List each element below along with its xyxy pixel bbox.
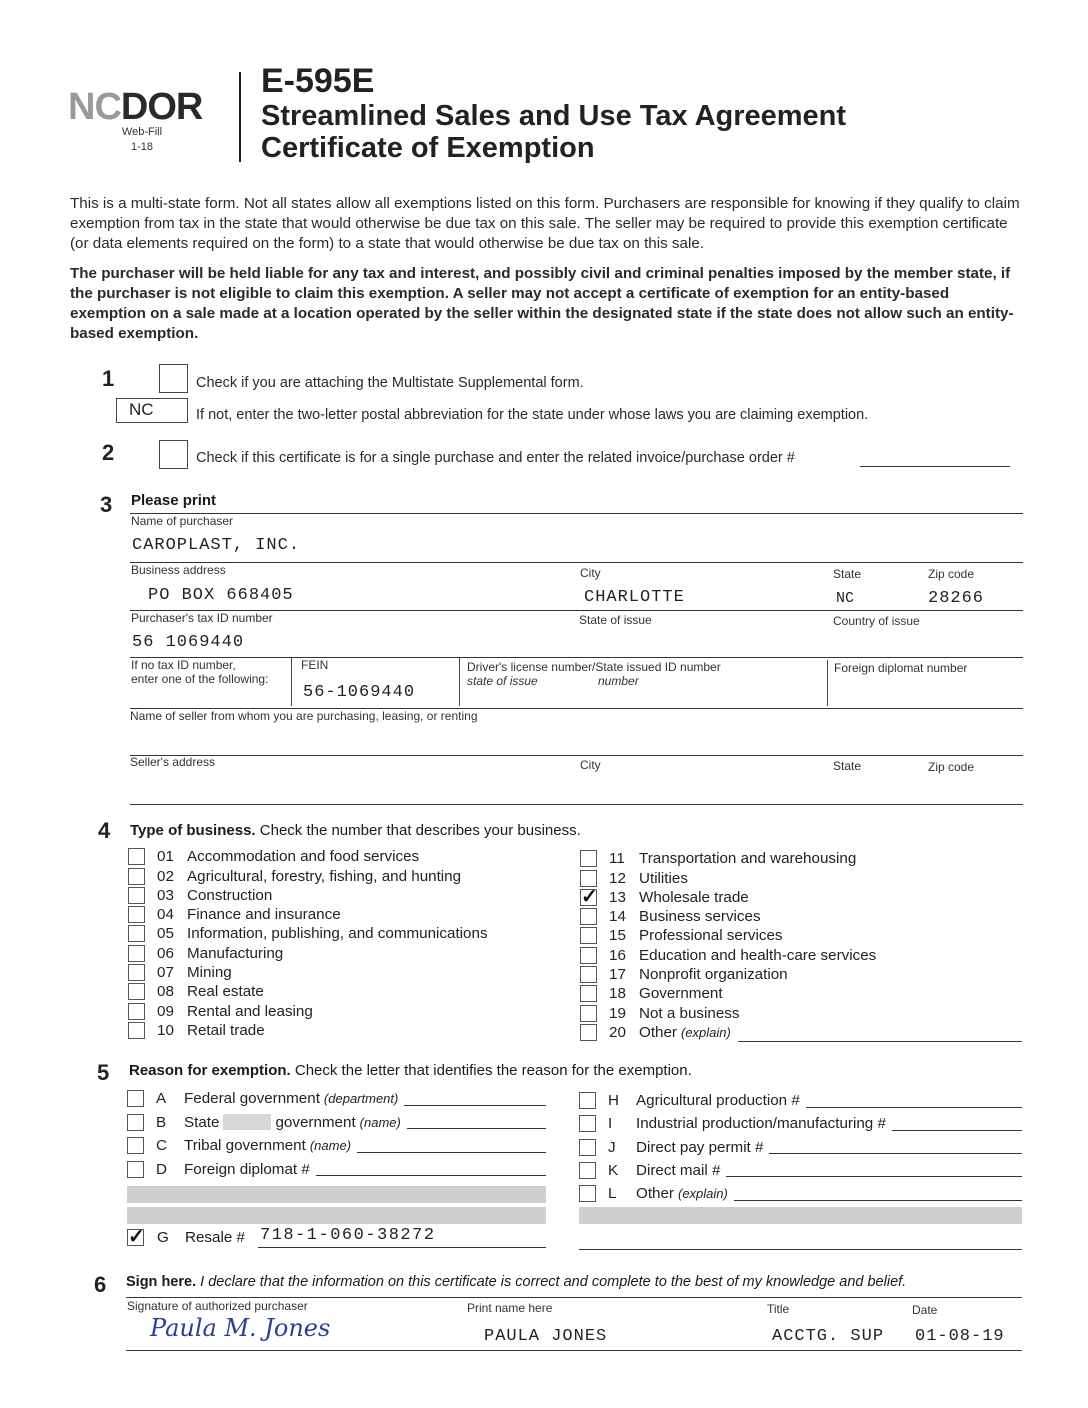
business-type-code: 15 — [609, 927, 626, 945]
section-3-number: 3 — [100, 492, 113, 517]
exemption-hint: (explain) — [677, 1186, 728, 1202]
business-type-20 — [580, 1023, 731, 1043]
business-type-code: 19 — [609, 1004, 626, 1022]
form-title-line2: Certificate of Exemption — [261, 132, 595, 164]
business-type-label: Information, publishing, and communications — [187, 925, 488, 943]
business-type-code: 16 — [609, 946, 626, 964]
business-type-label: Wholesale trade — [639, 888, 749, 906]
exemption-checkbox[interactable] — [579, 1185, 596, 1202]
business-type-code: 01 — [157, 848, 174, 866]
business-type-17 — [580, 965, 788, 985]
business-type-checkbox[interactable] — [580, 985, 597, 1002]
exemption-detail-input[interactable] — [726, 1163, 1022, 1177]
business-type-checkbox[interactable] — [128, 1003, 145, 1020]
business-type-checkbox[interactable] — [580, 947, 597, 964]
business-type-code: 09 — [157, 1002, 174, 1020]
exemption-hint: (department) — [323, 1091, 399, 1106]
dl-state-of-issue-label: state of issue — [467, 674, 538, 688]
business-type-checkbox[interactable] — [580, 908, 597, 925]
business-type-15 — [580, 926, 783, 946]
seller-address-input[interactable] — [130, 772, 1023, 802]
exemption-option-c — [127, 1134, 546, 1157]
divider — [130, 755, 1023, 756]
state-label: State — [833, 567, 862, 581]
business-type-label: Construction — [187, 886, 273, 904]
exemption-checkbox[interactable] — [579, 1139, 596, 1156]
business-type-code: 06 — [157, 944, 174, 962]
seller-name-input[interactable] — [130, 724, 1023, 754]
exemption-hint: (name) — [309, 1138, 352, 1153]
seller-state-label: State — [833, 759, 862, 773]
exemption-label: Other — [636, 1185, 674, 1203]
business-type-checkbox[interactable] — [128, 925, 145, 942]
business-type-label: Transportation and warehousing — [639, 850, 857, 868]
city-input[interactable]: CHARLOTTE — [584, 588, 685, 607]
business-type-16 — [580, 946, 876, 966]
business-type-checkbox[interactable] — [580, 1005, 597, 1022]
section-5-number: 5 — [97, 1060, 110, 1085]
signature-label: Signature of authorized purchaser — [127, 1299, 308, 1313]
business-type-checkbox[interactable] — [128, 983, 145, 1000]
business-type-label: Utilities — [639, 869, 688, 887]
divider — [130, 562, 1023, 563]
date-input[interactable]: 01-08-19 — [915, 1327, 1005, 1346]
divider — [291, 658, 292, 706]
header-divider — [239, 72, 241, 162]
business-type-05 — [128, 924, 488, 944]
title-input[interactable]: ACCTG. SUP — [772, 1327, 885, 1346]
state-input[interactable]: NC — [836, 590, 855, 607]
purchaser-name-label: Name of purchaser — [131, 514, 234, 528]
business-type-code: 17 — [609, 966, 626, 984]
tax-id-input[interactable]: 56 1069440 — [132, 633, 245, 652]
exemption-letter: H — [608, 1092, 619, 1109]
multistate-supplemental-label: Check if you are attaching the Multistate Supplemental form. — [196, 375, 584, 391]
divider — [258, 1247, 546, 1248]
resale-checkbox[interactable] — [127, 1229, 144, 1246]
business-type-code: 02 — [157, 867, 174, 885]
business-type-10 — [128, 1021, 265, 1041]
logo-subtitle-web-fill: Web-Fill — [121, 126, 163, 138]
redacted-option-f — [127, 1207, 546, 1224]
business-type-code: 05 — [157, 925, 174, 943]
business-type-label: Business services — [639, 908, 761, 926]
business-type-04 — [128, 905, 341, 925]
date-label: Date — [912, 1303, 938, 1317]
reason-for-exemption-heading: Reason for exemption. Check the letter that identifies the reason for the exemption. — [129, 1062, 692, 1079]
exemption-option-b — [127, 1111, 546, 1134]
foreign-diplomat-number-label: Foreign diplomat number — [834, 661, 968, 675]
no-tax-id-label-2: enter one of the following: — [131, 672, 269, 686]
dl-number-label: number — [598, 674, 639, 688]
business-type-01 — [128, 847, 419, 867]
drivers-license-label: Driver's license number/State issued ID number — [467, 660, 721, 674]
business-type-code: 18 — [609, 985, 626, 1003]
divider — [459, 658, 460, 706]
business-type-checkbox[interactable] — [580, 850, 597, 867]
business-address-input[interactable]: PO BOX 668405 — [148, 586, 294, 605]
exemption-option-h — [579, 1089, 1022, 1112]
exemption-label: Tribal government — [184, 1137, 306, 1154]
please-print-heading: Please print — [131, 492, 217, 509]
business-type-checkbox[interactable] — [580, 966, 597, 983]
business-type-label: Real estate — [187, 983, 264, 1001]
sign-here-heading: Sign here. I declare that the information on this certificate is correct and complete to the best of my knowledge and belief. — [126, 1274, 907, 1290]
fein-label: FEIN — [301, 658, 329, 672]
exemption-detail-input[interactable] — [892, 1117, 1022, 1131]
business-type-label: Not a business — [639, 1004, 740, 1022]
business-type-label: Government — [639, 985, 723, 1003]
state-abbreviation-input[interactable]: NC — [116, 398, 188, 423]
exemption-detail-input[interactable] — [769, 1140, 1022, 1154]
exemption-letter: A — [156, 1090, 167, 1107]
form-title-line1: Streamlined Sales and Use Tax Agreement — [261, 100, 847, 132]
exemption-letter: D — [156, 1160, 167, 1178]
exemption-detail-input[interactable] — [404, 1092, 546, 1106]
business-type-02 — [128, 866, 461, 886]
no-tax-id-label-1: If no tax ID number, — [131, 658, 236, 672]
exemption-label: Foreign diplomat # — [184, 1160, 310, 1178]
title-label: Title — [767, 1302, 790, 1316]
business-type-label: Retail trade — [187, 1021, 265, 1039]
exemption-checkbox[interactable] — [579, 1162, 596, 1179]
city-label: City — [580, 566, 601, 580]
business-type-label: Education and health-care services — [639, 946, 877, 964]
purchaser-name-input[interactable]: CAROPLAST, INC. — [132, 536, 301, 555]
business-type-checkbox[interactable] — [580, 1024, 597, 1041]
tax-id-label: Purchaser's tax ID number — [131, 611, 273, 625]
exemption-option-l — [579, 1182, 1022, 1205]
divider — [130, 657, 1023, 658]
exemption-letter: L — [608, 1185, 617, 1203]
divider — [126, 1297, 1022, 1298]
state-of-issue-label: State of issue — [579, 613, 652, 627]
seller-zip-label: Zip code — [928, 760, 975, 774]
business-type-code: 12 — [609, 869, 626, 887]
exemption-checkbox[interactable] — [579, 1115, 596, 1132]
business-type-07 — [128, 963, 232, 983]
business-type-label: Other — [639, 1023, 677, 1041]
liability-paragraph: The purchaser will be held liable for any tax and interest, and possibly civil and criminal penalties imposed by the member state, if the purchaser is not eligible to claim this exemption. A seller may not accept a certificate of exemption for an entity-based exemption on a sale made at a location operated by the seller within the designated state if the state does not allow such an entity-based exemption. — [70, 265, 1014, 342]
exemption-letter: I — [608, 1115, 613, 1133]
exemption-label: State — [184, 1113, 220, 1131]
divider — [126, 1350, 1022, 1351]
purchase-order-input[interactable] — [860, 466, 1010, 467]
divider — [130, 804, 1023, 805]
business-type-label: Mining — [187, 964, 232, 982]
business-type-checkbox[interactable] — [580, 889, 597, 906]
intro-paragraph: This is a multi-state form. Not all states allow all exemptions listed on this form. Purchasers are responsible for knowing if they qualify to claim exemption from tax in the state that would otherwise be due tax on this sale. The seller may be required to provide this exemption certificate (or data elements required on the form) to a state that would otherwise be due tax on this sale. — [70, 195, 1020, 252]
exemption-label: Industrial production/manufacturing # — [636, 1115, 886, 1133]
seller-name-label: Name of seller from whom you are purchasing, leasing, or renting — [130, 709, 478, 723]
zip-label: Zip code — [928, 567, 975, 581]
logo-subtitle-revision: 1-18 — [130, 141, 154, 153]
exemption-label: Federal government — [184, 1090, 320, 1107]
divider — [130, 513, 1023, 514]
business-type-08 — [128, 982, 264, 1002]
seller-address-label: Seller's address — [130, 755, 215, 769]
business-type-code: 13 — [609, 888, 626, 906]
business-type-14 — [580, 907, 761, 927]
business-type-code: 07 — [157, 964, 174, 982]
exemption-label: Direct pay permit # — [636, 1138, 764, 1156]
business-type-06 — [128, 944, 283, 964]
exemption-checkbox[interactable] — [579, 1092, 596, 1109]
exemption-detail-input[interactable] — [734, 1187, 1022, 1201]
state-abbreviation-label: If not, enter the two-letter postal abbreviation for the state under whose laws you are claiming exemption. — [196, 407, 869, 423]
business-type-label: Agricultural, forestry, fishing, and hunting — [187, 867, 462, 885]
business-address-label: Business address — [131, 563, 226, 577]
other-explain-input[interactable] — [738, 1041, 1022, 1042]
exemption-option-j — [579, 1136, 1022, 1159]
business-type-18 — [580, 984, 723, 1004]
business-type-checkbox[interactable] — [128, 868, 145, 885]
business-type-09 — [128, 1001, 313, 1021]
single-purchase-label: Check if this certificate is for a single purchase and enter the related invoice/purchase order # — [196, 450, 795, 466]
redacted-option-m — [579, 1207, 1022, 1224]
business-type-label: Professional services — [639, 927, 783, 945]
exemption-letter: B — [156, 1113, 167, 1131]
section-1-number: 1 — [102, 366, 115, 391]
exemption-detail-input[interactable] — [357, 1139, 546, 1153]
ncdor-logo: NCDOR — [68, 86, 203, 128]
business-type-label: Manufacturing — [187, 944, 284, 962]
business-type-13 — [580, 888, 749, 908]
business-type-checkbox[interactable] — [128, 1022, 145, 1039]
business-type-03 — [128, 886, 272, 906]
section-4-number: 4 — [98, 818, 111, 843]
business-type-label: Rental and leasing — [187, 1002, 313, 1020]
exemption-option-k — [579, 1159, 1022, 1182]
business-type-code: 14 — [609, 908, 626, 926]
exemption-checkbox[interactable] — [127, 1161, 144, 1178]
print-name-input[interactable]: PAULA JONES — [484, 1327, 608, 1346]
type-of-business-heading: Type of business. Check the number that describes your business. — [130, 822, 581, 839]
business-type-checkbox[interactable] — [128, 887, 145, 904]
exemption-option-a — [127, 1087, 546, 1110]
business-type-19 — [580, 1003, 739, 1023]
single-purchase-checkbox[interactable] — [159, 440, 188, 469]
exemption-label: Agricultural production # — [636, 1092, 800, 1109]
exemption-checkbox[interactable] — [127, 1137, 144, 1154]
form-number: E-595E — [261, 62, 375, 100]
business-type-checkbox[interactable] — [128, 945, 145, 962]
business-type-code: 08 — [157, 983, 174, 1001]
divider — [827, 660, 828, 706]
business-type-label: Finance and insurance — [187, 906, 341, 924]
divider — [579, 1249, 1022, 1250]
exemption-hint: (name) — [359, 1114, 401, 1130]
exemption-letter: J — [608, 1138, 616, 1156]
exemption-checkbox[interactable] — [127, 1090, 144, 1107]
business-type-code: 03 — [157, 886, 174, 904]
business-type-code: 04 — [157, 906, 174, 924]
business-type-11 — [580, 849, 856, 869]
business-type-checkbox[interactable] — [128, 964, 145, 981]
business-type-code: 10 — [157, 1021, 174, 1039]
business-type-code: 11 — [609, 850, 625, 868]
section-6-number: 6 — [94, 1272, 107, 1297]
exemption-detail-input[interactable] — [806, 1094, 1022, 1108]
seller-city-label: City — [580, 758, 601, 772]
exemption-option-i — [579, 1112, 1022, 1135]
exemption-letter: C — [156, 1137, 167, 1154]
business-type-checkbox[interactable] — [128, 906, 145, 923]
business-type-code: 20 — [609, 1023, 626, 1041]
exemption-letter: K — [608, 1161, 619, 1179]
exemption-label-suffix: government — [275, 1113, 356, 1131]
resale-number-input[interactable]: 718-1-060-38272 — [260, 1226, 436, 1245]
exemption-detail-input[interactable] — [407, 1115, 546, 1129]
exemption-checkbox[interactable] — [127, 1114, 144, 1131]
exemption-option-g: ✓ G Resale # — [127, 1227, 245, 1247]
zip-input[interactable]: 28266 — [928, 589, 985, 608]
exemption-label: Direct mail # — [636, 1161, 721, 1179]
business-type-checkbox[interactable] — [580, 927, 597, 944]
print-name-label: Print name here — [467, 1301, 553, 1315]
exemption-option-d — [127, 1158, 546, 1181]
redacted-option-e — [127, 1186, 546, 1203]
business-type-hint: (explain) — [680, 1024, 731, 1040]
section-2-number: 2 — [102, 440, 115, 465]
fein-input[interactable]: 56-1069440 — [303, 683, 416, 702]
business-type-checkbox[interactable] — [128, 848, 145, 865]
business-type-label: Accommodation and food services — [187, 848, 420, 866]
country-of-issue-label: Country of issue — [833, 614, 920, 628]
business-type-label: Nonprofit organization — [639, 966, 788, 984]
signature-field[interactable]: Paula M. Jones — [150, 1314, 331, 1342]
multistate-supplemental-checkbox[interactable] — [159, 364, 188, 393]
exemption-detail-input[interactable] — [316, 1162, 546, 1176]
redacted-state-name — [223, 1114, 271, 1130]
